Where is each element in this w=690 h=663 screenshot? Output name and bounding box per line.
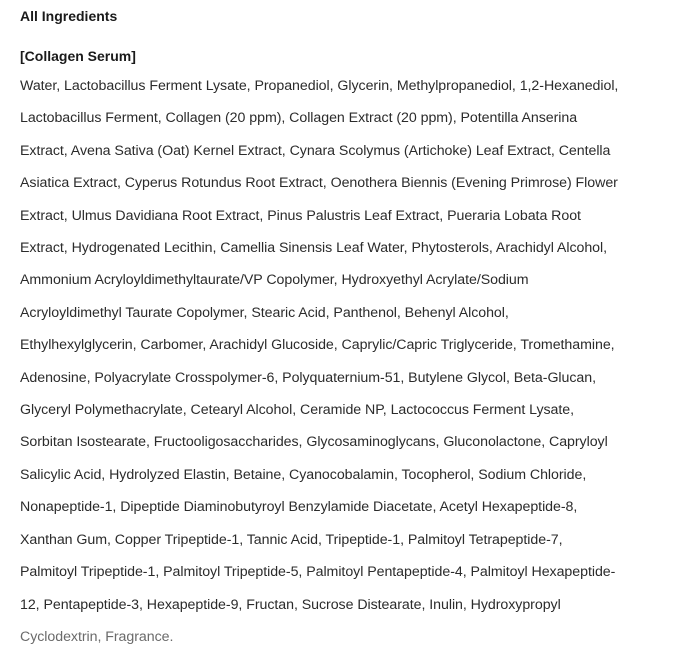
ingredient-line: Ethylhexylglycerin, Carbomer, Arachidyl Glucoside, Caprylic/Capric Triglyceride, Tromethamine, bbox=[20, 337, 615, 354]
ingredient-line: Cyclodextrin, Fragrance. bbox=[20, 628, 174, 645]
ingredient-line: Glyceryl Polymethacrylate, Cetearyl Alcohol, Ceramide NP, Lactococcus Ferment Lysate, bbox=[20, 402, 575, 419]
ingredient-line: Palmitoyl Tripeptide-1, Palmitoyl Tripeptide-5, Palmitoyl Pentapeptide-4, Palmitoyl Hexapeptide- bbox=[20, 564, 616, 581]
ingredient-line: Salicylic Acid, Hydrolyzed Elastin, Betaine, Cyanocobalamin, Tocopherol, Sodium Chloride, bbox=[20, 466, 587, 483]
ingredient-line: 12, Pentapeptide-3, Hexapeptide-9, Fructan, Sucrose Distearate, Inulin, Hydroxypropyl bbox=[20, 596, 561, 613]
ingredient-line: Extract, Ulmus Davidiana Root Extract, Pinus Palustris Leaf Extract, Pueraria Lobata Root bbox=[20, 207, 581, 224]
ingredient-line: Water, Lactobacillus Ferment Lysate, Propanediol, Glycerin, Methylpropanediol, 1,2-Hexanediol, bbox=[20, 78, 619, 94]
ingredient-line: Adenosine, Polyacrylate Crosspolymer-6, Polyquaternium-51, Butylene Glycol, Beta-Glucan, bbox=[20, 369, 596, 386]
ingredient-line: Xanthan Gum, Copper Tripeptide-1, Tannic Acid, Tripeptide-1, Palmitoyl Tetrapeptide-7, bbox=[20, 531, 563, 548]
ingredient-line: Nonapeptide-1, Dipeptide Diaminobutyroyl Benzylamide Diacetate, Acetyl Hexapeptide-8, bbox=[20, 499, 578, 516]
ingredient-line: Extract, Avena Sativa (Oat) Kernel Extract, Cynara Scolymus (Artichoke) Leaf Extract, Centella bbox=[20, 142, 611, 159]
section-title: All Ingredients bbox=[20, 8, 118, 24]
ingredient-list bbox=[20, 70, 670, 653]
ingredient-line: Lactobacillus Ferment, Collagen (20 ppm), Collagen Extract (20 ppm), Potentilla Anserina bbox=[20, 110, 578, 127]
ingredient-line: Sorbitan Isostearate, Fructooligosaccharides, Glycosaminoglycans, Gluconolactone, Capryloyl bbox=[20, 434, 608, 451]
ingredient-line: Acryloyldimethyl Taurate Copolymer, Stearic Acid, Panthenol, Behenyl Alcohol, bbox=[20, 304, 509, 321]
ingredient-line: Extract, Hydrogenated Lecithin, Camellia Sinensis Leaf Water, Phytosterols, Arachidyl Alcohol, bbox=[20, 240, 608, 257]
product-name: [Collagen Serum] bbox=[20, 48, 136, 64]
ingredient-line: Ammonium Acryloyldimethyltaurate/VP Copolymer, Hydroxyethyl Acrylate/Sodium bbox=[20, 272, 529, 289]
ingredient-line: Asiatica Extract, Cyperus Rotundus Root Extract, Oenothera Biennis (Evening Primrose) Flower bbox=[20, 175, 618, 192]
